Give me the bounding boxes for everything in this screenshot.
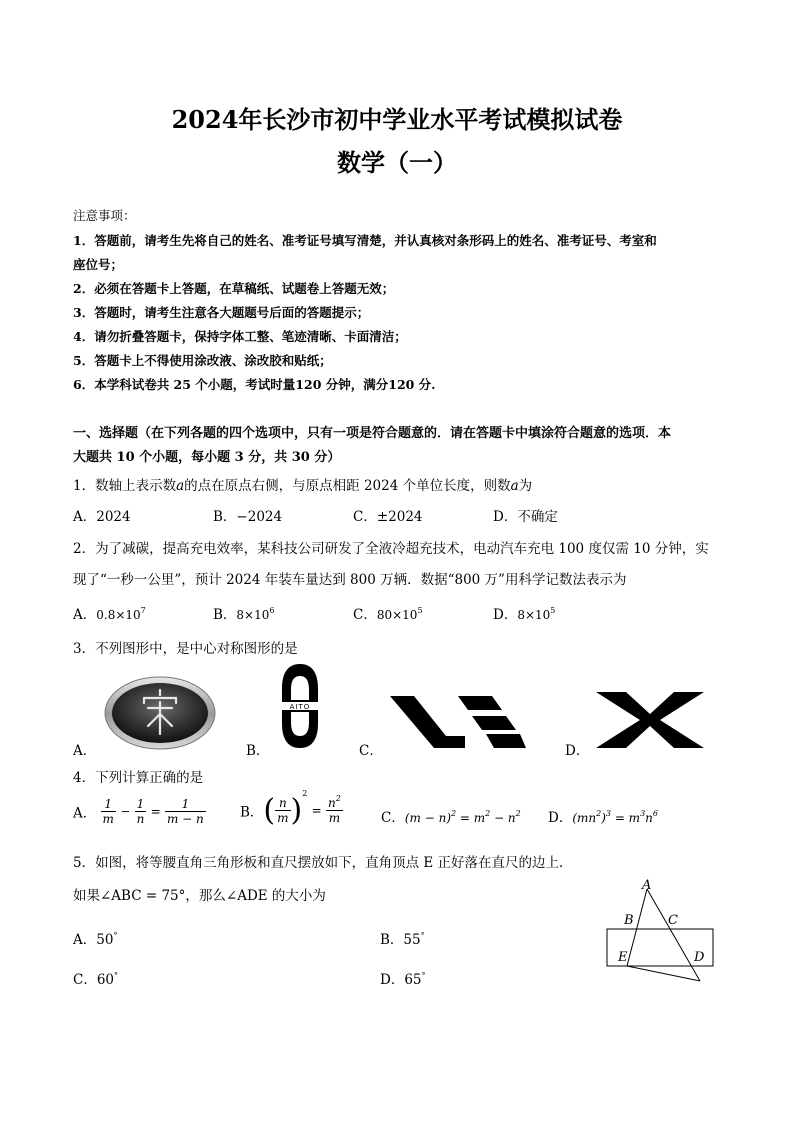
notes-heading: 注意事项： xyxy=(73,208,136,223)
q3-option-c-label[interactable]: C． xyxy=(359,743,383,759)
q5-stem-cont: 如果∠ABC = 75°，那么∠ADE 的大小为 xyxy=(73,888,326,904)
q3-option-b-label[interactable]: B． xyxy=(246,743,270,759)
q1-option-b[interactable]: B．−2024 xyxy=(213,509,283,525)
q1-option-c[interactable]: C．±2024 xyxy=(353,509,423,525)
q3-stem: 3．不列图形中，是中心对称图形的是 xyxy=(73,641,298,657)
exam-title: 2024年长沙市初中学业水平考试模拟试卷 xyxy=(171,105,623,134)
q5-stem: 5．如图，将等腰直角三角形板和直尺摆放如下，直角顶点 E 正好落在直尺的边上． xyxy=(73,855,573,871)
q3-option-d-label[interactable]: D． xyxy=(565,743,590,759)
q4-option-b[interactable]: B．( $\frac{n}{m}$ )$^2$ = $\frac{n^2}{m}$ xyxy=(240,789,341,828)
section-heading-cont: 大题共 10 个小题，每小题 3 分，共 30 分） xyxy=(73,450,341,465)
q1-option-a[interactable]: A．2024 xyxy=(73,509,131,525)
triangle-side-ed xyxy=(627,966,700,981)
label-a: A xyxy=(642,878,652,893)
label-d: D xyxy=(694,950,705,965)
q4-option-d[interactable]: D．$(mn^2)^3 = m^3n^6$ xyxy=(548,809,658,826)
label-e: E xyxy=(618,950,628,965)
song-logo-icon[interactable] xyxy=(104,676,216,750)
section-heading: 一、选择题（在下列各题的四个选项中，只有一项是符合题意的．请在答题卡中填涂符合题意的选项．本 xyxy=(73,426,672,441)
exam-subtitle: 数学（一） xyxy=(337,148,457,177)
aito-logo-text: AITO xyxy=(289,703,311,711)
q4-option-c[interactable]: C．$(m - n)^2 = m^2 - n^2$ xyxy=(381,809,521,826)
note-item: 6．本学科试卷共 25 个小题，考试时量120 分钟，满分120 分. xyxy=(73,377,436,392)
q3-option-a-label[interactable]: A． xyxy=(73,743,97,759)
q2-option-c[interactable]: C．$80\times 10^5$ xyxy=(353,606,423,623)
q5-option-b[interactable]: B．55° xyxy=(380,931,425,948)
note-item: 4．请勿折叠答题卡，保持字体工整、笔迹清晰、卡面清洁； xyxy=(73,329,407,344)
q2-stem-cont: 现了“一秒一公里”，预计 2024 年装车量达到 800 万辆．数据“800 万”用科学记数法表示为 xyxy=(73,572,627,588)
q5-option-a[interactable]: A．50° xyxy=(73,931,118,948)
aito-logo-icon[interactable] xyxy=(278,662,322,750)
q1-stem: 1．数轴上表示数a的点在原点右侧，与原点相距 2024 个单位长度，则数a为 xyxy=(73,478,533,494)
triangle-side-ad xyxy=(647,889,700,981)
note-item: 1．答题前，请考生先将自己的姓名、准考证号填写清楚，并认真核对条形码上的姓名、准考证号、考室和 xyxy=(73,233,657,248)
q4-stem: 4．下列计算正确的是 xyxy=(73,770,204,786)
note-item: 3．答题时，请考生注意各大题题号后面的答题提示； xyxy=(73,305,370,320)
q1-option-d[interactable]: D．不确定 xyxy=(493,509,558,525)
q5-option-c[interactable]: C．60° xyxy=(73,971,119,988)
q2-stem: 2．为了减碳，提高充电效率，某科技公司研发了全液冷超充技术，电动汽车充电 100 度仅需 10 分钟，实 xyxy=(73,541,709,557)
q2-option-b[interactable]: B．$8\times 10^6$ xyxy=(213,606,275,623)
brand-logo-d-icon[interactable] xyxy=(596,692,704,748)
note-item: 座位号； xyxy=(73,257,124,272)
q2-option-a[interactable]: A．$0.8\times 10^7$ xyxy=(73,606,146,623)
q5-option-d[interactable]: D．65° xyxy=(380,971,426,988)
q5-geometry-figure xyxy=(600,876,720,988)
note-item: 2．必须在答题卡上答题，在草稿纸、试题卷上答题无效； xyxy=(73,281,395,296)
q4-option-a[interactable]: A． $\frac{1}{m}$ − $\frac{1}{n}$ = $\frac{1}{m - n}$ xyxy=(73,797,204,826)
note-item: 5．答题卡上不得使用涂改液、涂改胶和贴纸； xyxy=(73,353,332,368)
q2-option-d[interactable]: D．$8\times 10^5$ xyxy=(493,606,556,623)
label-c: C xyxy=(668,913,678,928)
label-b: B xyxy=(624,913,634,928)
brand-logo-c-icon[interactable] xyxy=(390,692,526,748)
